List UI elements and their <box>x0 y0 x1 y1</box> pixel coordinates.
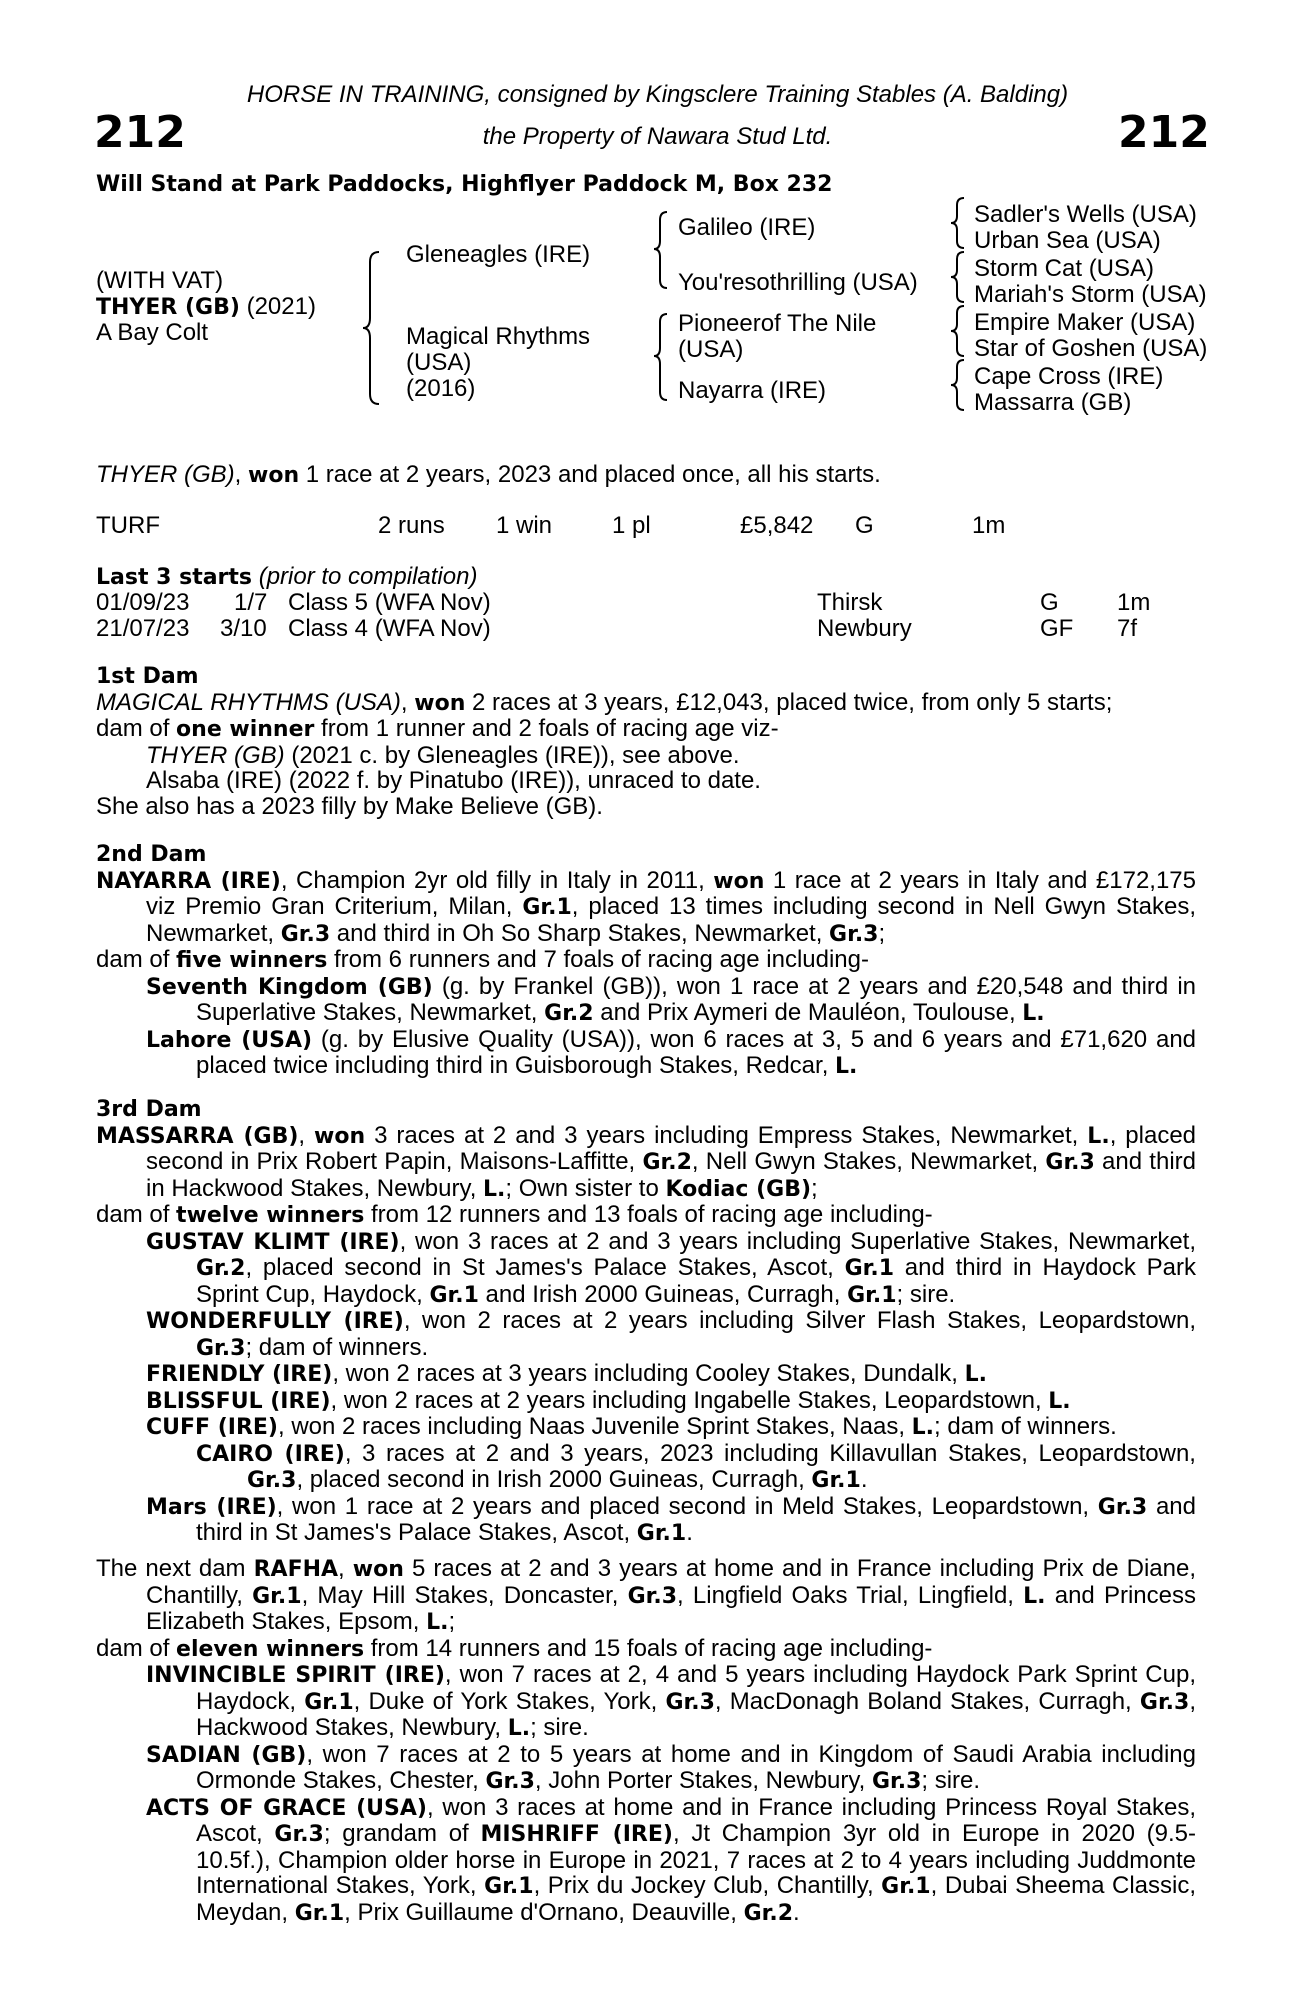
location-line: Will Stand at Park Paddocks, Highflyer Paddock M, Box 232 <box>96 172 833 197</box>
third-dam-record: MASSARRA (GB), won 3 races at 2 and 3 years including Empress Stakes, Newmarket, L., placed second in Prix Robert Papin, Maisons-Laffitte, Gr.2, Nell Gwyn Stakes, Newmarket, Gr.3 and third in Hackwood Stakes, Newbury, L.; Own sister to Kodiac (GB); <box>96 1121 1197 1202</box>
consignor-line: HORSE IN TRAINING, consigned by Kingsclere Training Stables (A. Balding) <box>246 81 1069 108</box>
list-item: THYER (GB) (2021 c. by Gleneagles (IRE)), see above. <box>146 741 740 769</box>
list-item: Mars (IRE), won 1 race at 2 years and placed second in Meld Stakes, Leopardstown, Gr.3 and third in St James's Palace Stakes, Ascot, Gr.1. <box>146 1492 1196 1546</box>
list-item: CAIRO (IRE), 3 races at 2 and 3 years, 2023 including Killavullan Stakes, Leopardstown, Gr.3, placed second in Irish 2000 Guineas, Curragh, Gr.1. <box>196 1439 1196 1493</box>
start-class: Class 5 (WFA Nov) <box>288 589 491 616</box>
vat-label: (WITH VAT) <box>96 267 224 294</box>
turf-placed: 1 pl <box>612 512 651 539</box>
summary-text: 1 race at 2 years, 2023 and placed once, all his starts. <box>299 461 881 488</box>
list-item: WONDERFULLY (IRE), won 2 races at 2 years including Silver Flash Stakes, Leopardstown, Gr.3; dam of winners. <box>146 1307 1197 1361</box>
pedigree-dam-sire <box>678 311 876 363</box>
list-item: GUSTAV KLIMT (IRE), won 3 races at 2 and 3 years including Superlative Stakes, Newmarket, Gr.2, placed second in St James's Palace Stakes, Ascot, Gr.1 and third in Haydock Park Sprint Cup, Haydock, Gr.1 and Irish 2000 Guineas, Curragh, Gr.1; sire. <box>146 1227 1197 1308</box>
pedigree-brace-gen1 <box>362 250 382 406</box>
pedigree-brace-dam <box>653 312 669 402</box>
pedigree-brace-ds <box>950 304 966 358</box>
pedigree-dam-name: Magical Rhythms <box>406 323 591 350</box>
start-date: 01/09/23 <box>96 589 190 616</box>
list-item: ACTS OF GRACE (USA), won 3 races at home and in France including Princess Royal Stakes, Ascot, Gr.3; grandam of MISHRIFF (IRE), Jt Champion 3yr old in Europe in 2020 (9.5-10.5f.), Champion older horse in Europe in 2021, 7 races at 2 to 4 years including Juddmonte International Stakes, York, Gr.1, Prix du Jockey Club, Chantilly, Gr.1, Dubai Sheema Classic, Meydan, Gr.1, Prix Guillaume d'Ornano, Deauville, Gr.2. <box>146 1793 1197 1926</box>
pedigree-sire-dam: You'resothrilling (USA) <box>678 269 918 296</box>
turf-wins: 1 win <box>496 512 553 539</box>
pedigree-sds: Storm Cat (USA) <box>974 255 1155 282</box>
list-item: FRIENDLY (IRE), won 2 races at 3 years including Cooley Stakes, Dundalk, L. <box>146 1360 988 1387</box>
last-starts-title: Last 3 starts <box>96 565 253 590</box>
start-going: GF <box>1040 615 1074 642</box>
list-item: Lahore (USA) (g. by Elusive Quality (USA)), won 6 races at 3, 5 and 6 years and £71,620 and placed twice including third in Guisborough Stakes, Redcar, L. <box>146 1025 1197 1079</box>
list-item: Alsaba (IRE) (2022 f. by Pinatubo (IRE)), unraced to date. <box>146 767 761 794</box>
start-position: 3/10 <box>220 615 267 642</box>
pedigree-sss: Sadler's Wells (USA) <box>974 201 1197 228</box>
last-starts-note: (prior to compilation) <box>258 563 478 590</box>
turf-earnings: £5,842 <box>740 512 814 539</box>
horse-description: A Bay Colt <box>96 319 209 346</box>
turf-runs: 2 runs <box>378 512 445 539</box>
pedigree-dss: Empire Maker (USA) <box>974 309 1196 336</box>
start-going: G <box>1040 589 1059 616</box>
first-dam-record: MAGICAL RHYTHMS (USA), won 2 races at 3 years, £12,043, placed twice, from only 5 starts; <box>96 688 1113 716</box>
first-dam-heading: 1st Dam <box>96 664 199 689</box>
first-dam-produce: dam of one winner from 1 runner and 2 foals of racing age viz- <box>96 715 779 742</box>
pedigree-dam-year: (2016) <box>406 375 476 402</box>
pedigree-ddd: Massarra (GB) <box>974 389 1132 416</box>
second-dam-section <box>96 842 1196 1080</box>
list-item: CUFF (IRE), won 2 races including Naas Juvenile Sprint Stakes, Naas, L.; dam of winners. <box>146 1413 1117 1440</box>
list-item: BLISSFUL (IRE), won 2 races at 2 years including Ingabelle Stakes, Leopardstown, L. <box>146 1386 1071 1414</box>
list-item: INVINCIBLE SPIRIT (IRE), won 7 races at 2, 4 and 5 years including Haydock Park Sprint Cup, Haydock, Gr.1, Duke of York Stakes, York, Gr.3, MacDonagh Boland Stakes, Curragh, Gr.3, Hackwood Stakes, Newbury, L.; sire. <box>146 1661 1196 1741</box>
race-summary: THYER (GB), won 1 race at 2 years, 2023 and placed once, all his starts. <box>96 461 881 488</box>
next-dam-record: The next dam RAFHA, won 5 races at 2 and 3 years at home and in France including Prix de Diane, Chantilly, Gr.1, May Hill Stakes, Doncaster, Gr.3, Lingfield Oaks Trial, Lingfield, L. and Princess Elizabeth Stakes, Epsom, L.; <box>96 1555 1196 1635</box>
pedigree-ssd: Urban Sea (USA) <box>974 227 1161 254</box>
pedigree-dam <box>406 324 590 402</box>
third-dam-heading: 3rd Dam <box>96 1097 202 1122</box>
pedigree-dam-sire-country: (USA) <box>678 336 744 363</box>
list-item: Seventh Kingdom (GB) (g. by Frankel (GB)), won 1 race at 2 years and £20,548 and third in Superlative Stakes, Newmarket, Gr.2 and Prix Aymeri de Mauléon, Toulouse, L. <box>146 972 1196 1026</box>
pedigree-brace-ss <box>950 196 966 250</box>
third-dam-section <box>96 1097 1196 1547</box>
start-date: 21/07/23 <box>96 615 190 642</box>
pedigree-brace-sire <box>653 210 669 290</box>
pedigree-dam-country: (USA) <box>406 349 472 376</box>
pedigree-sdd: Mariah's Storm (USA) <box>974 281 1207 308</box>
turf-going: G <box>855 512 874 539</box>
horse-year: (2021) <box>246 293 316 320</box>
pedigree-brace-sd <box>950 250 966 304</box>
start-position: 1/7 <box>234 589 268 616</box>
horse-title <box>96 294 316 321</box>
pedigree-dam-dam: Nayarra (IRE) <box>678 377 827 404</box>
pedigree-dds: Cape Cross (IRE) <box>974 363 1164 390</box>
next-dam-produce: dam of eleven winners from 14 runners and 15 foals of racing age including- <box>96 1634 933 1662</box>
pedigree-dam-sire-name: Pioneerof The Nile <box>678 310 877 337</box>
start-class: Class 4 (WFA Nov) <box>288 615 491 642</box>
summary-horse-name: THYER (GB) <box>96 461 235 488</box>
start-course: Thirsk <box>817 589 883 616</box>
horse-name: THYER (GB) <box>96 295 240 320</box>
first-dam-note: She also has a 2023 filly by Make Believe (GB). <box>96 792 603 820</box>
next-dam-section <box>96 1556 1196 1926</box>
second-dam-record: NAYARRA (IRE), Champion 2yr old filly in Italy in 2011, won 1 race at 2 years in Italy and £172,175 viz Premio Gran Criterium, Milan, Gr.1, placed 13 times including second in Nell Gwyn Stakes, Newmarket, Gr.3 and third in Oh So Sharp Stakes, Newmarket, Gr.3; <box>96 866 1197 947</box>
pedigree-dsd: Star of Goshen (USA) <box>974 335 1208 362</box>
second-dam-produce: dam of five winners from 6 runners and 7 foals of racing age including- <box>96 946 869 973</box>
summary-won: won <box>248 463 300 488</box>
pedigree-brace-dd <box>950 358 966 412</box>
turf-distance: 1m <box>972 512 1006 539</box>
first-dam-section <box>96 664 1196 819</box>
pedigree-sire-sire: Galileo (IRE) <box>678 214 816 241</box>
last-starts-heading <box>96 564 477 591</box>
lot-number-left: 212 <box>94 107 186 158</box>
start-course: Newbury <box>817 615 912 642</box>
pedigree-sire: Gleneagles (IRE) <box>406 241 591 268</box>
second-dam-heading: 2nd Dam <box>96 842 207 867</box>
list-item: SADIAN (GB), won 7 races at 2 to 5 years at home and in Kingdom of Saudi Arabia including Ormonde Stakes, Chester, Gr.3, John Porter Stakes, Newbury, Gr.3; sire. <box>146 1740 1196 1794</box>
lot-number-right: 212 <box>1118 107 1210 158</box>
start-distance: 7f <box>1117 615 1138 642</box>
property-line: the Property of Nawara Stud Ltd. <box>482 123 833 150</box>
start-distance: 1m <box>1117 589 1151 616</box>
turf-label: TURF <box>96 512 160 539</box>
third-dam-produce: dam of twelve winners from 12 runners and 13 foals of racing age including- <box>96 1201 933 1228</box>
